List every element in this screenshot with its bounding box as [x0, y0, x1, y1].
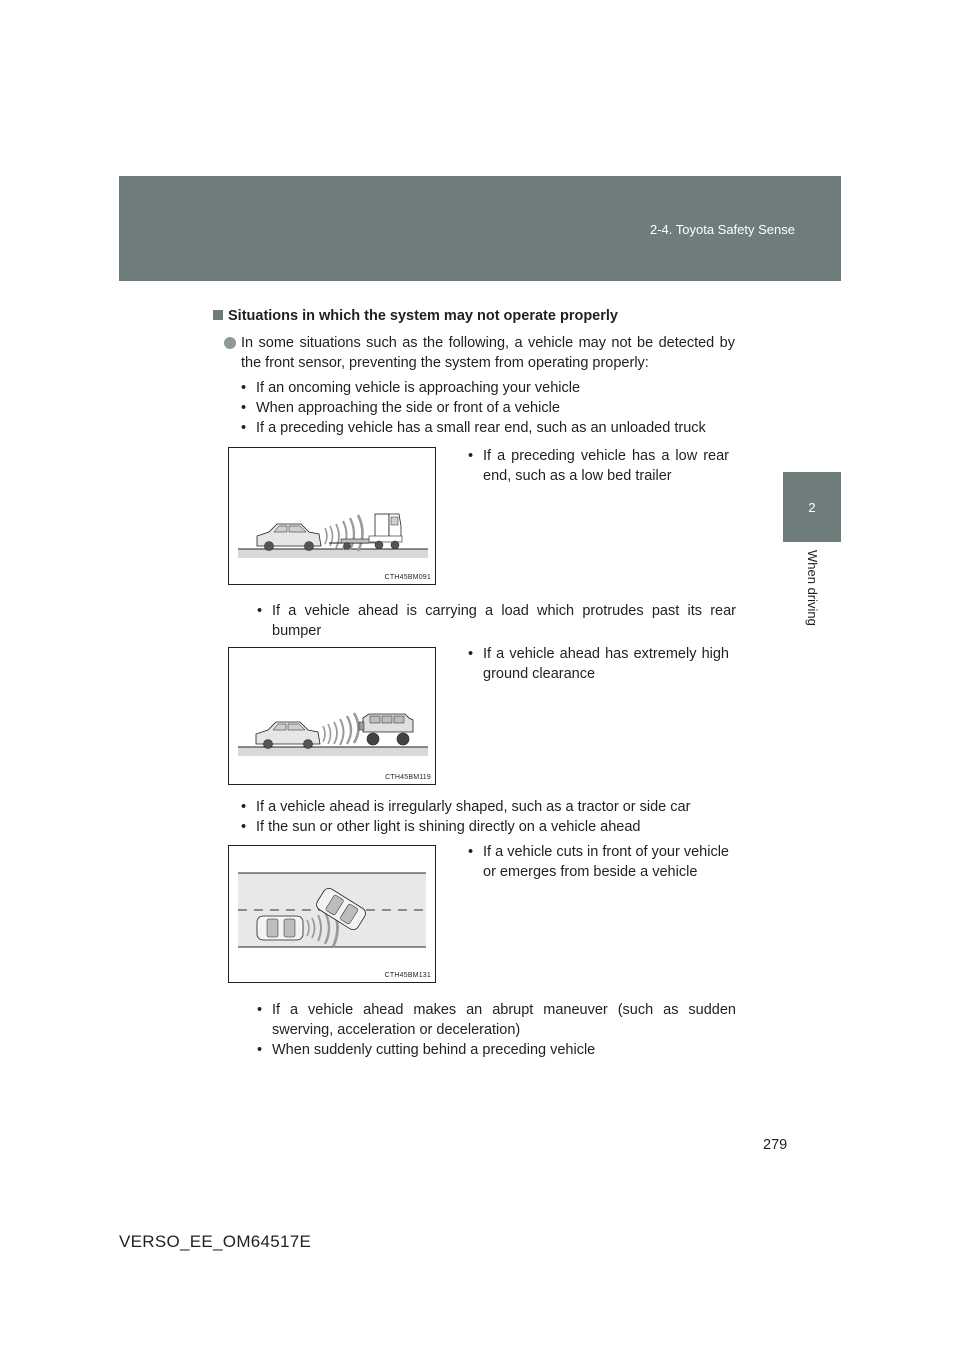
figure-code: CTH45BM131	[384, 972, 431, 979]
bullet-icon: •	[241, 799, 247, 815]
figure-caption: • If a preceding vehicle has a low rear end, such as a low bed trailer	[468, 448, 729, 484]
figure-cut-in	[228, 845, 436, 983]
trailer-illustration	[229, 448, 435, 584]
intro-paragraph	[241, 333, 735, 373]
list-item: • If a vehicle ahead is irregularly shaped, such as a tractor or side car	[241, 799, 691, 815]
section-title: 2-4. Toyota Safety Sense	[649, 222, 795, 237]
figure-caption: • If a vehicle cuts in front of your vehicle or emerges from beside a vehicle	[468, 844, 729, 880]
section-heading	[213, 308, 618, 324]
document-code: VERSO_EE_OM64517E	[119, 1232, 312, 1251]
intro-text: In some situations such as the following, a vehicle may not be detected by the front sensor, preventing the system from operating properly:	[241, 335, 735, 371]
cut-in-illustration	[229, 846, 435, 982]
chapter-label: When driving	[805, 550, 820, 626]
figure-code: CTH45BM119	[385, 774, 431, 781]
list-item: • If an oncoming vehicle is approaching your vehicle	[241, 380, 581, 396]
bullet-icon: •	[257, 603, 263, 619]
heading-square-icon	[213, 310, 223, 320]
circle-bullet-icon	[224, 337, 236, 349]
list-item: • If a vehicle ahead is carrying a load which protrudes past its rear bumper	[257, 603, 736, 639]
figure-low-bed-trailer	[228, 447, 436, 585]
figure-high-clearance	[228, 647, 436, 785]
figure-code: CTH45BM091	[384, 574, 431, 581]
bullet-icon: •	[241, 819, 247, 835]
high-clearance-illustration	[229, 648, 435, 784]
list-item: • If a preceding vehicle has a small rear end, such as an unloaded truck	[241, 420, 706, 436]
heading-text: Situations in which the system may not operate properly	[228, 308, 618, 324]
list-item: • When suddenly cutting behind a preceding vehicle	[257, 1042, 596, 1058]
bullet-icon: •	[468, 448, 474, 464]
bullet-icon: •	[257, 1002, 263, 1018]
bullet-icon: •	[241, 400, 247, 416]
section-header-bar	[119, 176, 841, 281]
list-item: • When approaching the side or front of a vehicle	[241, 400, 560, 416]
bullet-icon: •	[257, 1042, 263, 1058]
figure-caption: • If a vehicle ahead has extremely high ground clearance	[468, 646, 729, 682]
bullet-icon: •	[241, 380, 247, 396]
bullet-icon: •	[468, 844, 474, 860]
list-item: • If a vehicle ahead makes an abrupt maneuver (such as sudden swerving, acceleration or deceleration)	[257, 1002, 736, 1038]
chapter-tab	[783, 472, 841, 542]
list-item: • If the sun or other light is shining directly on a vehicle ahead	[241, 819, 641, 835]
bullet-icon: •	[468, 646, 474, 662]
bullet-icon: •	[241, 420, 247, 436]
chapter-number: 2	[808, 500, 816, 515]
page-number: 279	[763, 1137, 788, 1153]
